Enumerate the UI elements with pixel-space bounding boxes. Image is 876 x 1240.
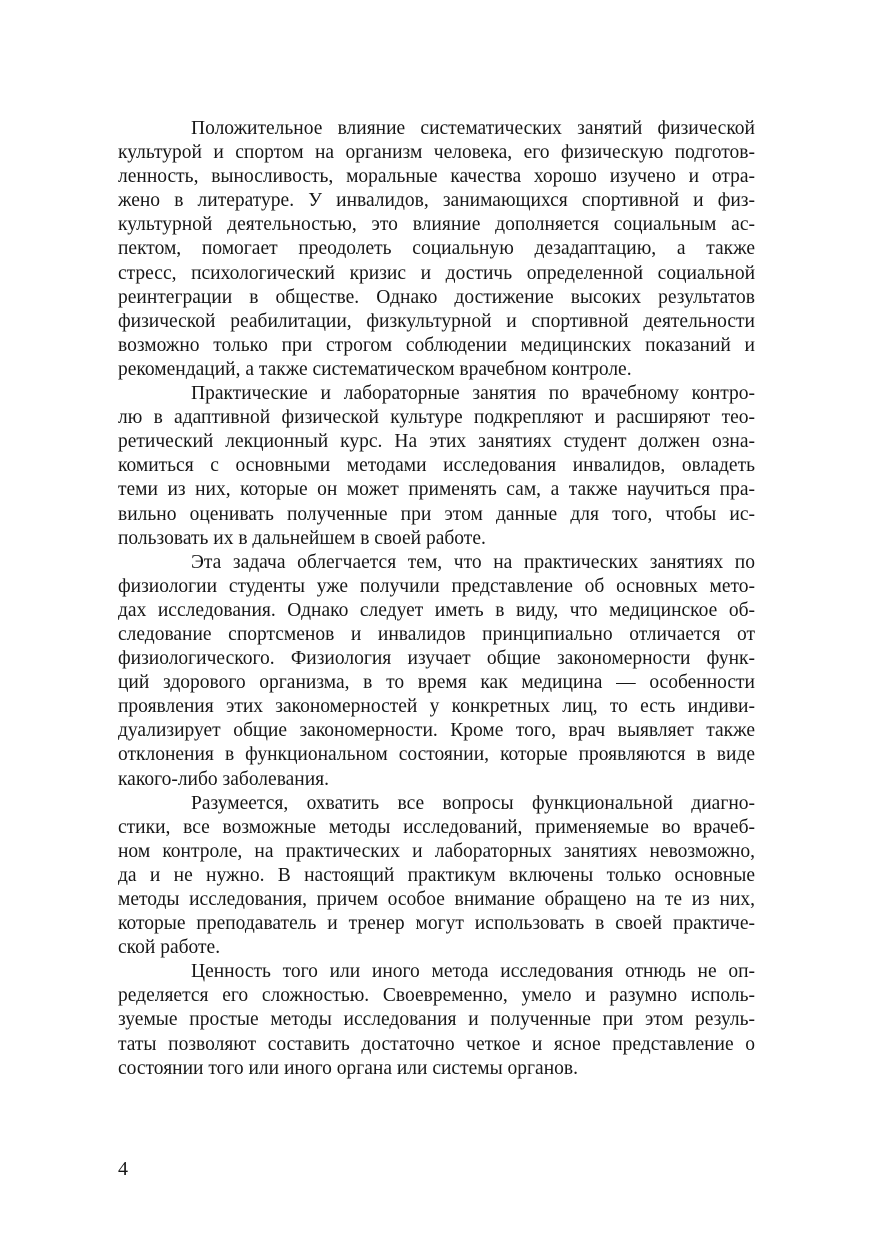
paragraph [118,382,755,551]
text-line: вильно оценивать полученные при этом данные для того, чтобы ис- [118,503,755,525]
text-line: Практические и лабораторные занятия по врачебному контро- [191,383,755,405]
text-line: ределяется его сложностью. Своевременно, умело и разумно исполь- [118,985,755,1007]
text-line: ций здорового организма, в то время как медицина — особенности [118,672,755,694]
text-line: стики, все возможные методы исследований, применяемые во врачеб- [118,816,755,838]
text-line: пектом, помогает преодолеть социальную дезадаптацию, а также [118,238,755,260]
text-line: стресс, психологический кризис и достичь определенной социальной [118,262,755,284]
text-line: Ценность того или иного метода исследования отнюдь не оп- [191,961,755,983]
text-line: комиться с основными методами исследования инвалидов, овладеть [118,455,755,477]
text-line: Разумеется, охватить все вопросы функциональной диагно- [191,792,755,814]
text-line: которые преподаватель и тренер могут использовать в своей практиче- [118,913,755,935]
text-line: дах исследования. Однако следует иметь в виду, что медицинское об- [118,599,755,621]
text-line: жено в литературе. У инвалидов, занимающихся спортивной и физ- [118,190,755,212]
text-line: реинтеграции в обществе. Однако достижение высоких результатов [118,286,755,308]
text-line: пользовать их в дальнейшем в своей работе. [118,527,486,549]
text-line: отклонения в функциональном состоянии, которые проявляются в виде [118,744,755,766]
text-line: физической реабилитации, физкультурной и спортивной деятельности [118,310,755,332]
text-line: следование спортсменов и инвалидов принципиально отличается от [118,623,755,645]
text-line: возможно только при строгом соблюдении медицинских показаний и [118,334,755,356]
paragraph [118,551,755,792]
text-line: ном контроле, на практических и лабораторных занятиях невозможно, [118,840,755,862]
text-line: зуемые простые методы исследования и полученные при этом резуль- [118,1009,755,1031]
text-line: ской работе. [118,937,221,959]
text-line: ретический лекционный курс. На этих занятиях студент должен озна- [118,431,755,453]
text-line: физиологического. Физиология изучает общие закономерности функ- [118,648,755,670]
text-line: ленность, выносливость, моральные качества хорошо изучено и отра- [118,166,755,188]
page-number: 4 [118,1158,128,1180]
text-line: физиологии студенты уже получили представление об основных мето- [118,575,755,597]
text-line: культурной деятельностью, это влияние дополняется социальным ас- [118,214,755,236]
text-line: дуализирует общие закономерности. Кроме того, врач выявляет также [118,720,755,742]
text-line: культурой и спортом на организм человека, его физическую подготов- [118,142,755,164]
text-line: состоянии того или иного органа или системы органов. [118,1057,578,1079]
text-line: да и не нужно. В настоящий практикум включены только основные [118,864,755,886]
paragraph [118,960,755,1080]
text-line: какого-либо заболевания. [118,768,330,790]
text-line: проявления этих закономерностей у конкретных лиц, то есть индиви- [118,696,755,718]
text-line: таты позволяют составить достаточно четкое и ясное представление о [118,1033,755,1055]
text-line: Эта задача облегчается тем, что на практических занятиях по [191,551,755,573]
body-text [118,117,755,1081]
paragraph [118,117,755,382]
text-line: рекомендаций, а также систематическом врачебном контроле. [118,358,632,380]
text-line: теми из них, которые он может применять сам, а также научиться пра- [118,479,755,501]
text-line: лю в адаптивной физической культуре подкрепляют и расширяют тео- [118,407,755,429]
text-line: Положительное влияние систематических занятий физической [191,118,755,139]
text-line: методы исследования, причем особое внимание обращено на те из них, [118,889,755,910]
paragraph [118,792,755,961]
